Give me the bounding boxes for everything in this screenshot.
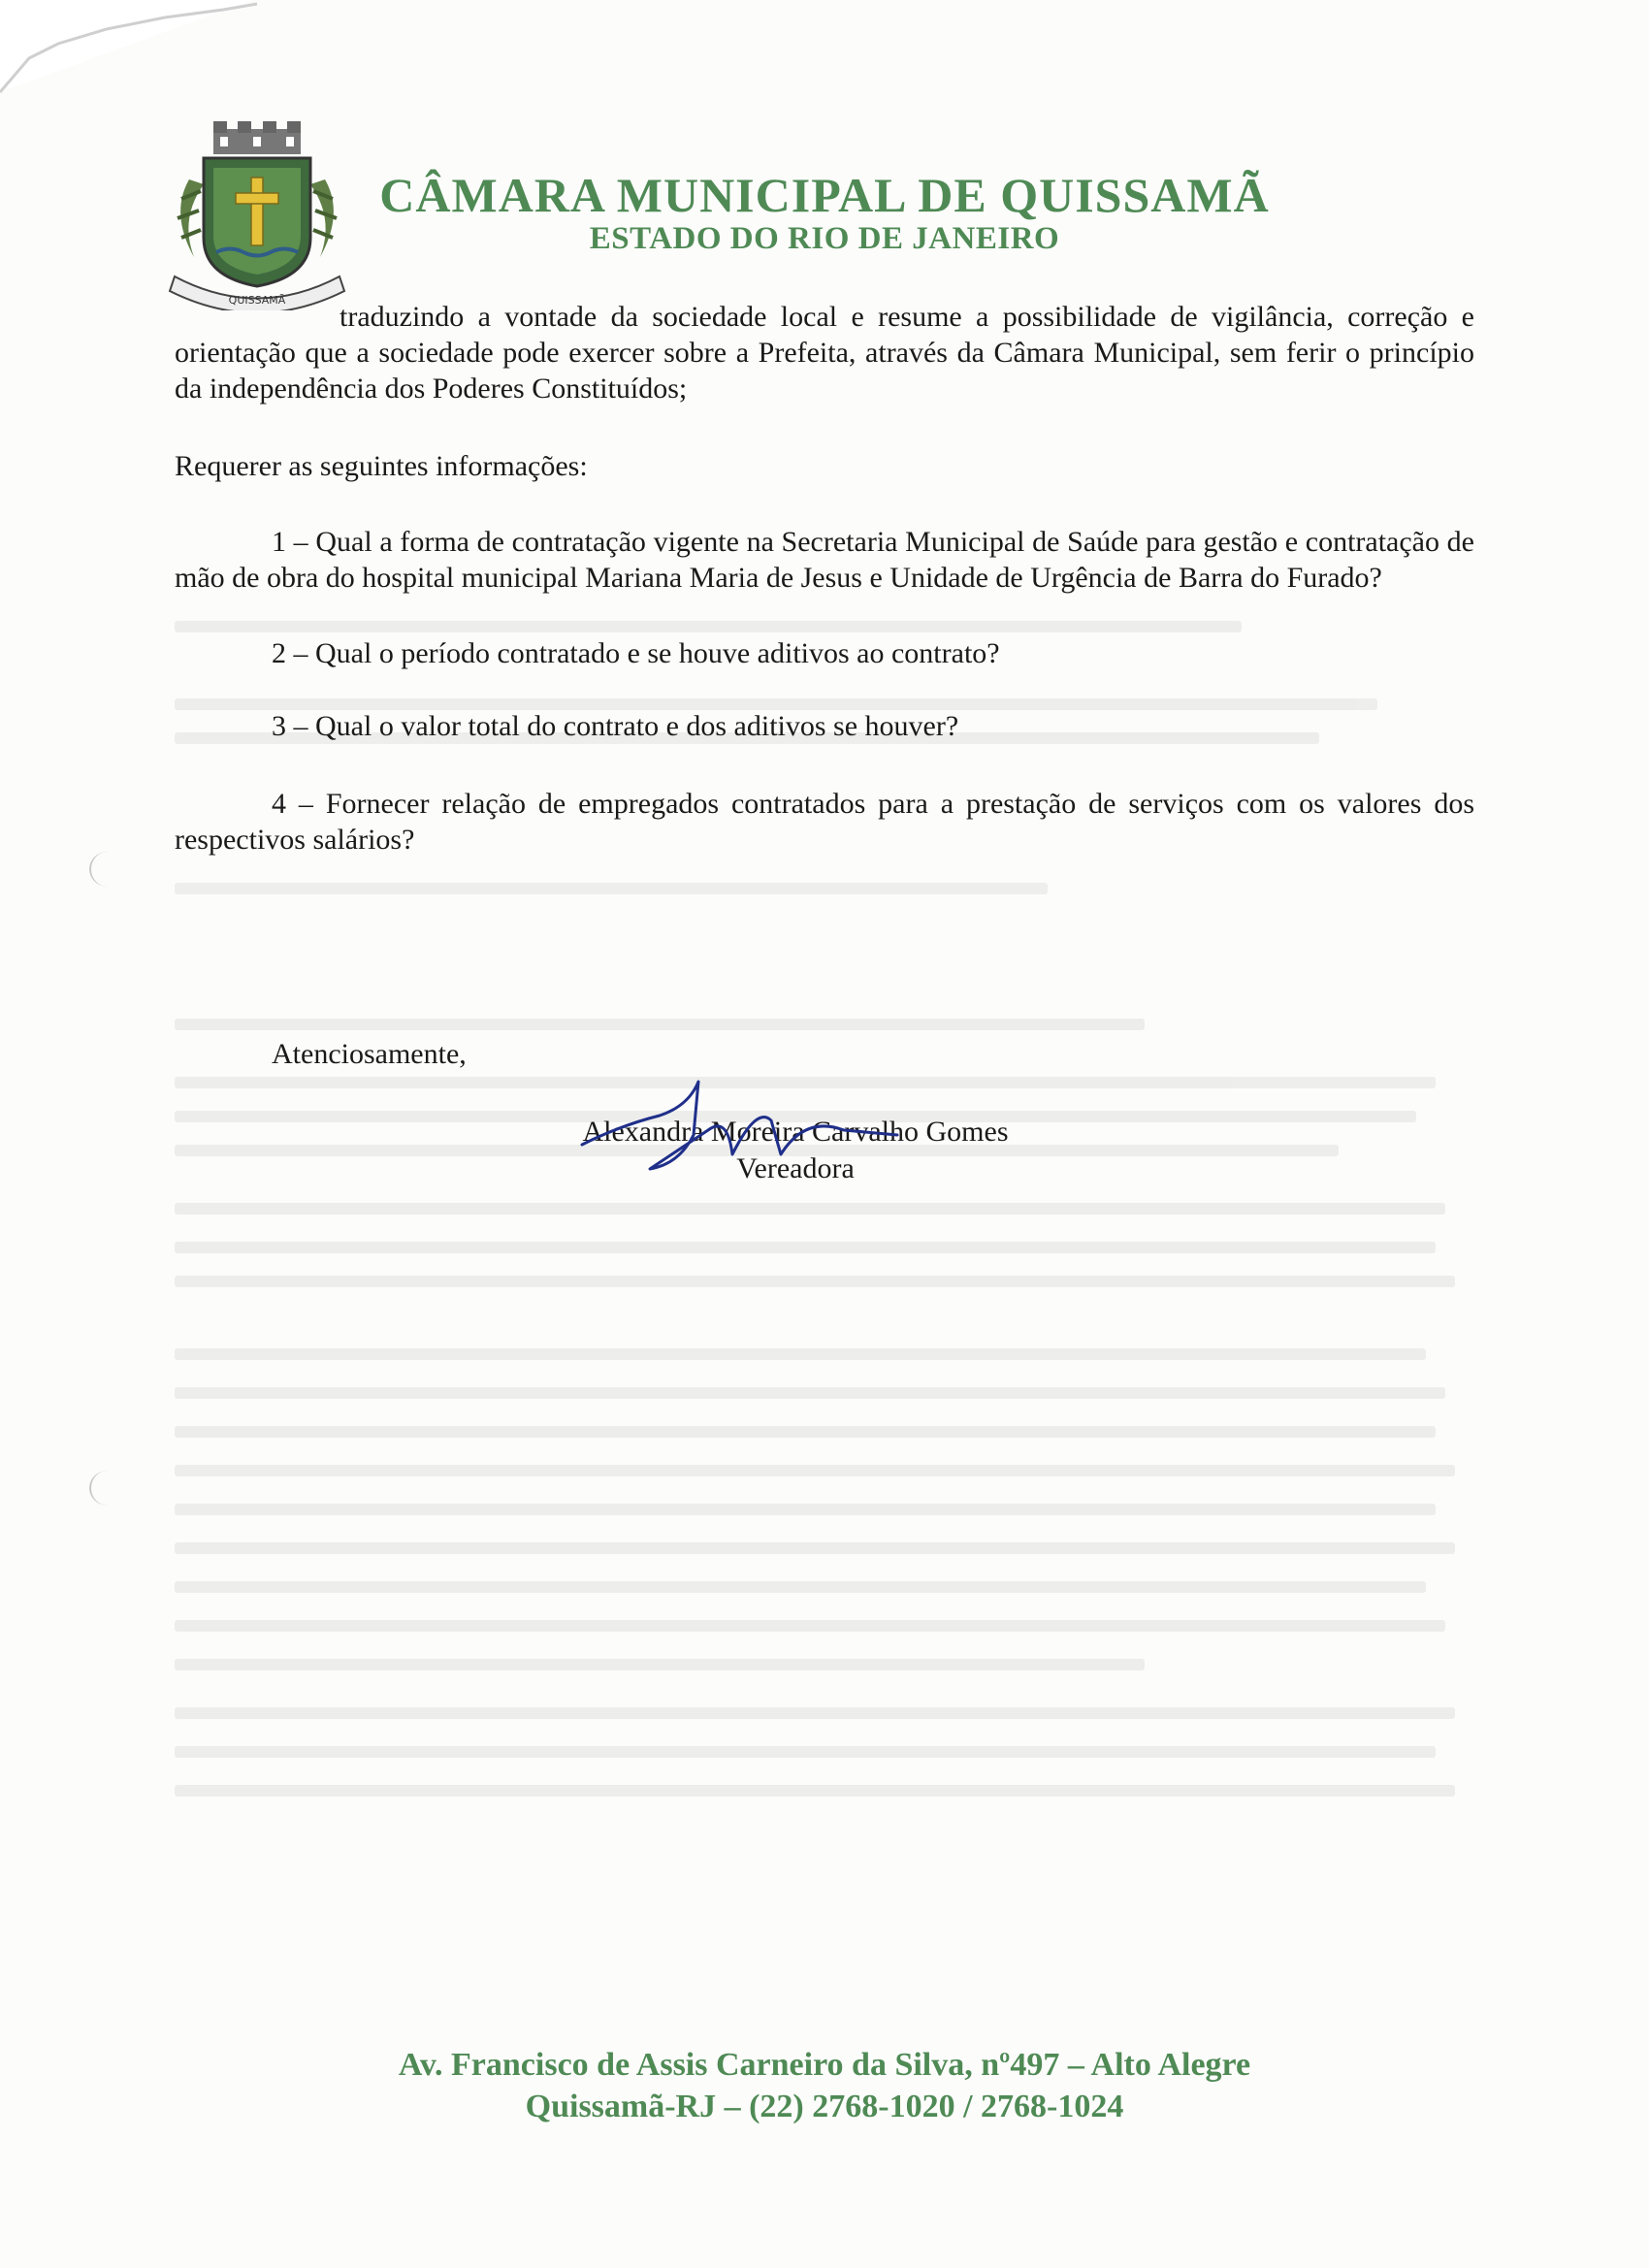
question-3: 3 – Qual o valor total do contrato e dos aditivos se houver? (272, 710, 959, 742)
punch-hole-mark (89, 1471, 126, 1506)
handwritten-signature-icon (563, 1077, 912, 1193)
letterhead-title: CÂMARA MUNICIPAL DE QUISSAMÃ (379, 168, 1270, 222)
letterhead-subtitle: ESTADO DO RIO DE JANEIRO (589, 221, 1060, 256)
municipal-crest-icon (160, 121, 354, 310)
torn-edge (0, 0, 262, 97)
paragraph-intro: traduzindo a vontade da sociedade local e resume a possibilidade de vigilância, correção e orientação que a sociedade pode exercer sobre a Prefeita, através da Câmara Municipal, sem ferir o princípio da independência dos Poderes Constituídos; (175, 301, 1474, 405)
question-2: 2 – Qual o período contratado e se houve aditivos ao contrato? (272, 637, 1000, 669)
punch-hole-mark (89, 852, 126, 887)
signatory-role: Vereadora (736, 1152, 855, 1184)
question-4: 4 – Fornecer relação de empregados contratados para a prestação de serviços com os valores dos respectivos salários? (175, 788, 1474, 856)
footer-contact: Quissamã-RJ – (22) 2768-1020 / 2768-1024 (525, 2089, 1124, 2124)
svg-text:QUISSAMÃ: QUISSAMÃ (228, 294, 286, 307)
question-1: 1 – Qual a forma de contratação vigente na Secretaria Municipal de Saúde para gestão e contratação de mão de obra do hospital municipal Mariana Maria de Jesus e Unidade de Urgência de Barra do Furado? (175, 526, 1474, 594)
signatory-name: Alexandra Moreira Carvalho Gomes (582, 1116, 1009, 1148)
paragraph-request: Requerer as seguintes informações: (175, 450, 588, 482)
footer-address: Av. Francisco de Assis Carneiro da Silva, nº497 – Alto Alegre (398, 2047, 1251, 2083)
closing-salutation: Atenciosamente, (272, 1038, 467, 1070)
